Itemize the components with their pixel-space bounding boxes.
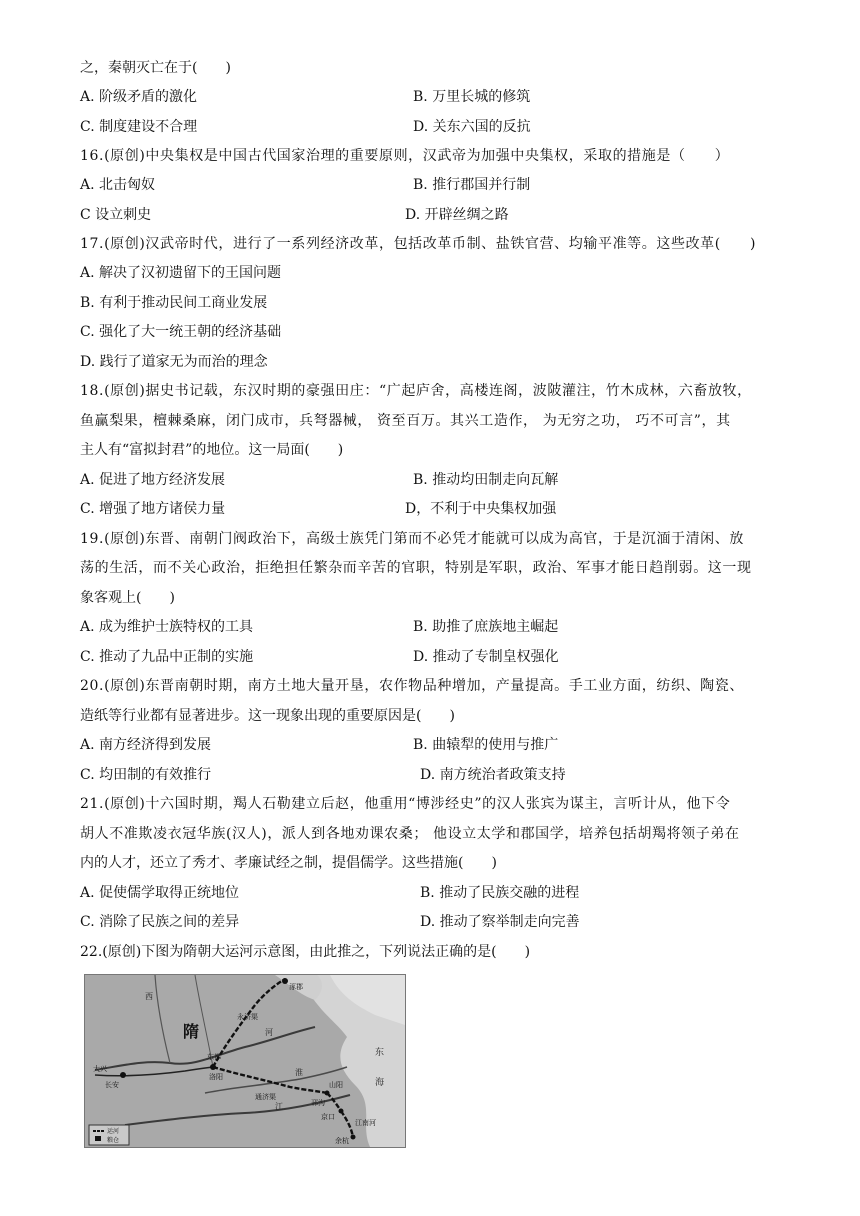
map-label-xi: 西	[145, 992, 153, 1001]
map-label-sui: 隋	[183, 1022, 200, 1041]
map-label-changan: 长安	[105, 1081, 119, 1089]
q19-option-c[interactable]: C. 推动了九品中正制的实施	[80, 649, 254, 665]
q19-stem-line1: 19.(原创)东晋、南朝门阀政治下，高级士族凭门第而不必凭才能就可以成为高官，于是沉湎于清闲、放	[80, 531, 744, 547]
q21-option-c[interactable]: C. 消除了民族之间的差异	[80, 914, 240, 930]
map-legend-granary: 粮仓	[107, 1137, 120, 1144]
q21-stem-line2: 胡人不准欺凌衣冠华族(汉人)，派人到各地劝课农桑； 他设立太学和郡国学，培养包括胡羯将领子弟在	[80, 826, 740, 842]
q21-option-d[interactable]: D. 推动了察举制走向完善	[420, 914, 580, 930]
map-label-yuhang: 余杭	[335, 1137, 349, 1145]
map-label-jingkou: 京口	[321, 1113, 335, 1121]
q19-option-a[interactable]: A. 成为维护士族特权的工具	[80, 619, 254, 635]
q17-option-d[interactable]: D. 践行了道家无为而治的理念	[80, 354, 268, 370]
q22-stem: 22.(原创)下图为隋朝大运河示意图，由此推之，下列说法正确的是( )	[80, 944, 531, 960]
q20-option-c[interactable]: C. 均田制的有效推行	[80, 767, 212, 783]
map-label-he: 河	[265, 1028, 273, 1037]
q19-option-d[interactable]: D. 推动了专制皇权强化	[413, 649, 559, 665]
q21-stem-line3: 内的人才，还立了秀才、孝廉试经之制，提倡儒学。这些措施( )	[80, 855, 497, 871]
q18-option-a[interactable]: A. 促进了地方经济发展	[80, 472, 226, 488]
q16-option-b[interactable]: B. 推行郡国并行制	[413, 177, 531, 193]
map-label-hai: 海	[375, 1078, 385, 1088]
q17-stem: 17.(原创)汉武帝时代，进行了一系列经济改革，包括改革币制、盐铁官营、均输平准等。这些改革( )	[80, 236, 757, 252]
q20-stem-line1: 20.(原创)东晋南朝时期，南方土地大量开垦，农作物品种增加，产量提高。手工业方面，纺织、陶瓷、	[80, 678, 744, 694]
q16-stem: 16.(原创)中央集权是中国古代国家治理的重要原则，汉武帝为加强中央集权，采取的措施是（ ）	[80, 148, 730, 164]
q17-option-a[interactable]: A. 解决了汉初遗留下的王国问题	[80, 265, 282, 281]
q16-option-c[interactable]: C 设立刺史	[80, 207, 152, 223]
q15-option-a[interactable]: A. 阶级矛盾的激化	[80, 89, 198, 105]
q17-option-c[interactable]: C. 强化了大一统王朝的经济基础	[80, 324, 282, 340]
grand-canal-map	[84, 974, 406, 1148]
map-label-dongdu: 东都	[207, 1053, 221, 1061]
map-label-jiangnan: 江南河	[355, 1119, 376, 1127]
map-label-dong: 东	[375, 1048, 385, 1058]
q16-option-a[interactable]: A. 北击匈奴	[80, 177, 156, 193]
map-label-hangou: 邗沟	[311, 1099, 325, 1107]
q18-option-b[interactable]: B. 推动均田制走向瓦解	[413, 472, 559, 488]
q15-option-c[interactable]: C. 制度建设不合理	[80, 119, 198, 135]
map-label-tongji: 通济渠	[255, 1093, 276, 1101]
q19-option-b[interactable]: B. 助推了庶族地主崛起	[413, 619, 559, 635]
q18-stem-line2: 鱼赢梨果，檀棘桑麻，闭门成市，兵弩器械， 资至百万。其兴工造作， 为无穷之功， 巧不可言”，其	[80, 413, 731, 429]
q20-stem-line2: 造纸等行业都有显著进步。这一现象出现的重要原因是( )	[80, 708, 455, 724]
map-label-daxing: 大兴	[93, 1065, 107, 1073]
q21-option-a[interactable]: A. 促使儒学取得正统地位	[80, 885, 240, 901]
q15-option-b[interactable]: B. 万里长城的修筑	[413, 89, 531, 105]
q19-stem-line3: 象客观上( )	[80, 590, 175, 606]
q17-option-b[interactable]: B. 有利于推动民间工商业发展	[80, 295, 268, 311]
map-label-luoyang: 洛阳	[209, 1073, 223, 1081]
q16-option-d[interactable]: D. 开辟丝绸之路	[405, 207, 509, 223]
q20-option-a[interactable]: A. 南方经济得到发展	[80, 737, 212, 753]
q18-option-c[interactable]: C. 增强了地方诸侯力量	[80, 501, 226, 517]
q15-option-d[interactable]: D. 关东六国的反抗	[413, 119, 531, 135]
map-label-zhuojun: 涿郡	[289, 983, 303, 991]
map-label-huai: 淮	[295, 1068, 303, 1077]
q18-option-d[interactable]: D，不利于中央集权加强	[405, 501, 557, 517]
q21-option-b[interactable]: B. 推动了民族交融的进程	[420, 885, 580, 901]
q18-stem-line1: 18.(原创)据史书记载，东汉时期的豪强田庄：“广起庐舍，高楼连阁，波陂灌注，竹木成林，六畜放牧，	[80, 383, 752, 399]
map-legend-canal: 运河	[107, 1128, 120, 1135]
map-label-jiang: 江	[275, 1102, 283, 1111]
q20-option-b[interactable]: B. 曲辕犁的使用与推广	[413, 737, 559, 753]
q20-option-d[interactable]: D. 南方统治者政策支持	[420, 767, 566, 783]
map-label-shanyang: 山阳	[329, 1081, 343, 1089]
q21-stem-line1: 21.(原创)十六国时期，羯人石勒建立后赵，他重用“博涉经史”的汉人张宾为谋主，言听计从，他下令	[80, 796, 731, 812]
q18-stem-line3: 主人有“富拟封君”的地位。这一局面( )	[80, 442, 344, 458]
q19-stem-line2: 荡的生活，而不关心政治，拒绝担任繁杂而辛苦的官职，特别是军职，政治、军事才能日趋削弱。这一现	[80, 560, 752, 576]
map-label-yongji: 永济渠	[237, 1013, 258, 1021]
q15-stem-tail: 之，秦朝灭亡在于( )	[80, 60, 231, 76]
